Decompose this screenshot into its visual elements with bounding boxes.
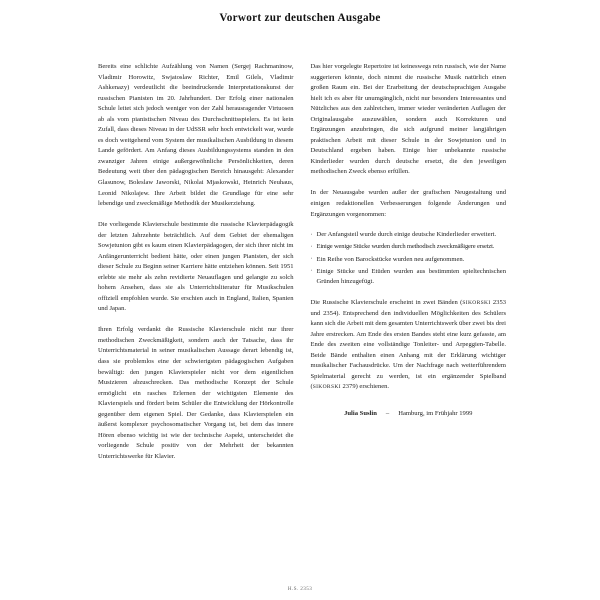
list-item xyxy=(311,255,507,266)
list-item xyxy=(311,242,507,253)
page-title: Vorwort zur deutschen Ausgabe xyxy=(219,12,381,24)
list-item-text: Ein Reihe von Barockstücke wurden neu aufgenommen. xyxy=(316,255,465,263)
bullet-dash-icon: · xyxy=(310,230,313,238)
left-column xyxy=(98,62,294,562)
paragraph-editions xyxy=(311,298,507,393)
changes-list xyxy=(311,230,507,287)
list-item xyxy=(311,267,507,288)
signature-separator: – xyxy=(385,409,390,417)
list-item-text: Einige Stücke und Etüden wurden aus bestimmten spieltechnischen Gründen hinzugefügt. xyxy=(316,267,506,286)
bullet-dash-icon: · xyxy=(310,267,313,275)
bullet-dash-icon: · xyxy=(310,255,313,263)
publisher-name: SIKORSKI xyxy=(312,384,341,391)
two-column-body xyxy=(98,62,506,562)
author-name: Julia Suslin xyxy=(344,409,377,417)
paragraph: Ihren Erfolg verdankt die Russische Klavierschule nicht nur ihrer methodischen Zweckmäßigkeit, sondern auch der Tatsache, dass ihr Unterrichtsmaterial in seiner musikalischen Aussage derart lebendig ist, dass sie problemlos eine der schwierigsten pädagogischen Aufgaben bewältigt: den jungen Klavierspieler nicht vor dem eigentlichen Musizieren abzuschrecken. Das methodische Konzept der Schule ermöglicht ein rasches Erlernen der wichtigsten Elemente des Klavierspiels und fördert beim Schüler die Entwicklung der Hörkontrolle gegenüber dem eigenen Spiel. Der Gedanke, dass Klavierspielen ein äußerst komplexer psychosomatischer Vorgang ist, bei dem das innere Hören ebenso wichtig ist wie der technische Aspekt, unterscheidet die vorliegende Schule positiv von der Mehrheit der bekannten Unterrichtswerke für Klavier. xyxy=(98,326,294,460)
paragraph: Bereits eine schlichte Aufzählung von Namen (Sergej Rachmaninow, Vladimir Horowitz, Swjatoslaw Richter, Emil Gilels, Vladimir Ashkenazy) verdeutlicht die beeindruckende Interpretationskunst der russischen Pianisten im 20. Jahrhundert. Der Erfolg einer nationalen Schule leitet sich jedoch weniger von der Zahl herausragender Virtuosen ab als vom pianistischen Niveau des Durchschnittsspielers. Es ist kein Zufall, dass dieses Niveau in der UdSSR sehr hoch entwickelt war, wurde es doch weitgehend vom System der musikalischen Ausbildung in diesem Lande gefördert. Am Anfang dieses Ausbildungssystems standen in den zwanziger Jahren einige außergewöhnliche Persönlichkeiten, deren Bedeutung weit über den pädagogischen Bereich hinausgeht: Alexander Glasunow, Boleslaw Jaworski, Nikolai Mjaskowski, Heinrich Neuhaus, Leonid Nikolajew. Ihre Arbeit bildet die Grundlage für eine sehr lebendige und zweckmäßige Methodik der Musikerziehung. xyxy=(98,63,294,208)
edition-text-part-3: 2379) erschienen. xyxy=(340,383,390,391)
list-item-text: Einige wenige Stücke wurden durch methodisch zweckmäßigere ersetzt. xyxy=(316,243,495,251)
edition-text-part-2: 2353 und 2354). Entsprechend den individuellen Möglichkeiten des Schülers kann sich die Arbeit mit dem gesamten Unterrichtswerk über zwei bis drei Jahre erstrecken. Am Ende des ersten Bandes steht eine kurz gefasste, am Ende des zweiten eine vollständige Tonleiter- und Arpeggien-Tabelle. Beide Bände enthalten einen Anhang mit der Erklärung wichtiger musikalischer Fachausdrücke. Um der Nachfrage nach weiterführendem Spielmaterial gerecht zu werden, ist ein ergänzender Spielband ( xyxy=(310,299,506,391)
bullet-dash-icon: · xyxy=(310,242,313,250)
right-column xyxy=(311,62,507,562)
paragraph: In der Neuausgabe wurden außer der grafischen Neugestaltung und einigen redaktionellen Verbesserungen folgende Änderungen und Ergänzungen vorgenommen: xyxy=(310,189,506,218)
list-item-text: Der Anfangsteil wurde durch einige deutsche Kinderlieder erweitert. xyxy=(316,231,497,239)
paragraph: Das hier vorgelegte Repertoire ist keineswegs rein russisch, wie der Name suggerieren könnte, doch nimmt die russische Musik natürlich einen großen Raum ein. Bei der Erarbeitung der deutschsprachigen Ausgabe hielt ich es aber für unumgänglich, nicht nur besonders Interessantes und Nützliches aus den zahlreichen, immer wieder veränderten Auflagen der Originalausgabe auszuwählen, sondern auch Korrekturen und Ergänzungen anzubringen, die sich aufgrund meiner langjährigen praktischen Arbeit mit dieser Schule in der Sowjetunion und in Deutschland ergeben haben. Einige hier unbekannte russische Kinderlieder wurden durch deutsche ersetzt, die den jeweiligen methodischen Zweck ebenso erfüllen. xyxy=(310,63,506,176)
page-footer: H.S. 2353 xyxy=(287,586,313,592)
list-item xyxy=(311,230,507,241)
signature-place-date: Hamburg, im Frühjahr 1999 xyxy=(398,409,473,417)
edition-text-part-1: Die Russische Klavierschule erscheint in zwei Bänden ( xyxy=(310,299,463,307)
paragraph: Die vorliegende Klavierschule bestimmte die russische Klavierpädagogik der letzten Jahrzehnte beträchtlich. Auf dem Gebiet der ehemaligen Sowjetunion gibt es kaum einen Klavierpädagogen, der sich ihrer nicht im Anfängerunterricht bedient hätte, oder einen jungen Pianisten, der sich dieser Schule zu Beginn seiner Karriere hätte entziehen können. Seit 1951 erlebte sie mehr als zehn revidierte Neuauflagen und gelangte zu solch hohem Ansehen, dass sie als Unterrichtsliteratur für Musikschulen offiziell empfohlen wurde. Sie erschien auch in England, Italien, Spanien und Japan. xyxy=(98,221,294,313)
publisher-name: SIKORSKI xyxy=(462,300,491,307)
signature-block xyxy=(311,409,507,420)
